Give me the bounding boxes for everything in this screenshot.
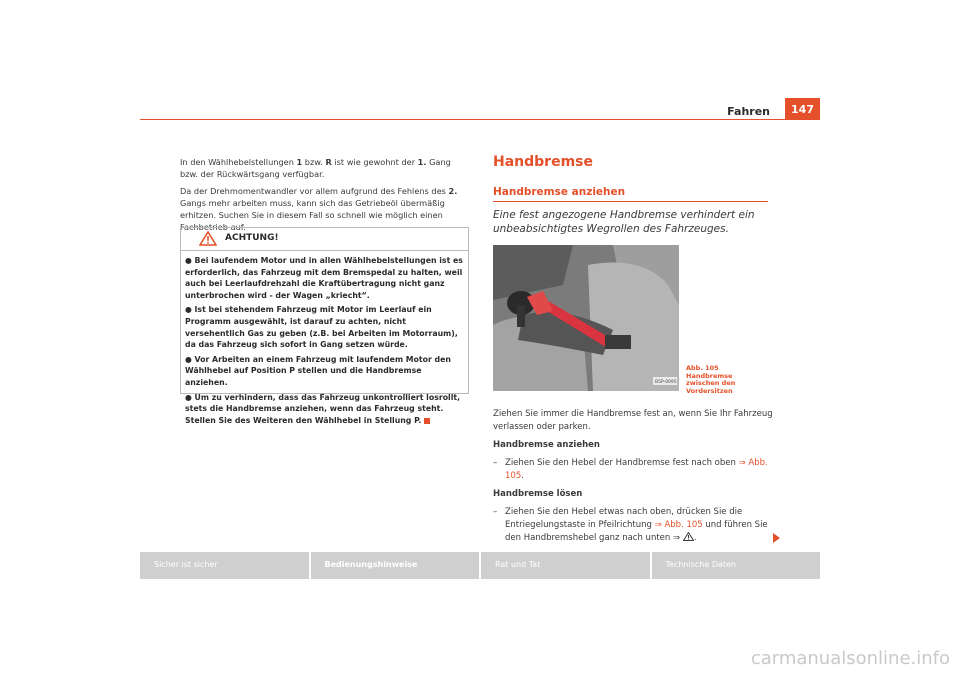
photo-code: B5P-0095 <box>655 380 677 385</box>
instructions <box>493 408 773 545</box>
footer-tab-technical[interactable]: Technische Daten <box>652 552 821 579</box>
page-number: 147 <box>785 98 820 120</box>
footer-tab-advice[interactable]: Rat und Tat <box>481 552 650 579</box>
lead-text: Eine fest angezogene Handbremse verhindert ein unbeabsichtigtes Wegrollen des Fahrzeuges. <box>493 209 755 235</box>
subsection-rule <box>493 201 768 202</box>
section-end-icon <box>424 418 430 424</box>
dash-marker: – <box>493 507 498 517</box>
figure-caption: Abb. 105 Handbremse zwischen den Vordersitzen <box>686 364 736 395</box>
step-apply <box>493 457 773 483</box>
watermark: carmanualsonline.info <box>750 648 950 669</box>
step-release <box>493 506 773 545</box>
footer-tab-safety[interactable]: Sicher ist sicher <box>140 552 309 579</box>
paragraph-gear-positions: In den Wählhebelstellungen 1 bzw. R ist wie gewohnt der 1. Gang bzw. der Rückwärtsgang verfügbar. <box>180 157 451 179</box>
warning-header <box>181 228 468 251</box>
warning-triangle-icon <box>199 231 217 246</box>
subsection-title: Handbremse anziehen <box>493 186 626 198</box>
handbrake-photo <box>493 245 679 391</box>
section-title: Handbremse <box>493 154 593 170</box>
dash-marker: – <box>493 458 498 468</box>
warning-reference-icon[interactable] <box>683 532 694 541</box>
warning-item: ● Vor Arbeiten an einem Fahrzeug mit laufendem Motor den Wählhebel auf Position P stellen und die Handbremse anziehen. <box>185 354 451 387</box>
figure-reference-link[interactable]: ⇒ Abb. 105 <box>654 520 703 530</box>
footer-nav <box>140 552 820 579</box>
left-column <box>180 156 467 238</box>
warning-item: ● Bei laufendem Motor und in allen Wählhebelstellungen ist es erforderlich, das Fahrzeug mit dem Bremspedal zu halten, weil auch bei Leerlaufdrehzahl die Kraftübertragung nicht ganz unterbrochen wird - der Wagen „kriecht“. <box>185 256 463 300</box>
paragraph-torque-converter: Da der Drehmomentwandler vor allem aufgrund des Fehlens des 2. Gangs mehr arbeiten muss, kann sich das Getriebeöl übermäßig erhitzen. Suchen Sie in diesem Fall so schnell wie möglich einen Fachbetrieb auf. <box>180 186 458 232</box>
warning-title: ACHTUNG! <box>225 233 279 243</box>
figure-reference-link[interactable]: ⇒ Abb. 105 <box>505 458 768 481</box>
warning-item: ● Um zu verhindern, dass das Fahrzeug unkontrolliert losrollt, stets die Handbremse anziehen, wenn das Fahrzeug steht. Stellen Sie des Weiteren den Wählhebel in Stellung P. <box>185 392 461 425</box>
handbrake-illustration <box>493 245 679 391</box>
intro-text: Ziehen Sie immer die Handbremse fest an, wenn Sie Ihr Fahrzeug verlassen oder parken. <box>493 409 773 432</box>
step-release-text: Ziehen Sie den Hebel etwas nach oben, drücken Sie die Entriegelungstaste in Pfeilrichtung ⇒ Abb. 105 und führen Sie den Handbremshebel ganz nach unten ⇒ . <box>505 507 768 543</box>
footer-tab-operation[interactable]: Bedienungshinweise <box>311 552 480 579</box>
warning-box <box>180 227 469 425</box>
header-rule <box>140 119 820 120</box>
warning-item: ● Ist bei stehendem Fahrzeug mit Motor im Leerlauf ein Programm ausgewählt, ist darauf zu achten, nicht versehentlich Gas zu geben (z.B. bei Arbeiten im Motorraum), da das Fahrzeug sich sofort in Gang setzen würde. <box>185 305 458 350</box>
warning-list <box>181 251 468 426</box>
step-heading-release: Handbremse lösen <box>493 489 583 499</box>
step-apply-text: Ziehen Sie den Hebel der Handbremse fest nach oben ⇒ Abb. 105. <box>505 458 768 481</box>
page-header-title: Fahren <box>727 105 770 118</box>
step-heading-apply: Handbremse anziehen <box>493 440 600 450</box>
next-page-arrow-icon[interactable] <box>773 533 780 543</box>
